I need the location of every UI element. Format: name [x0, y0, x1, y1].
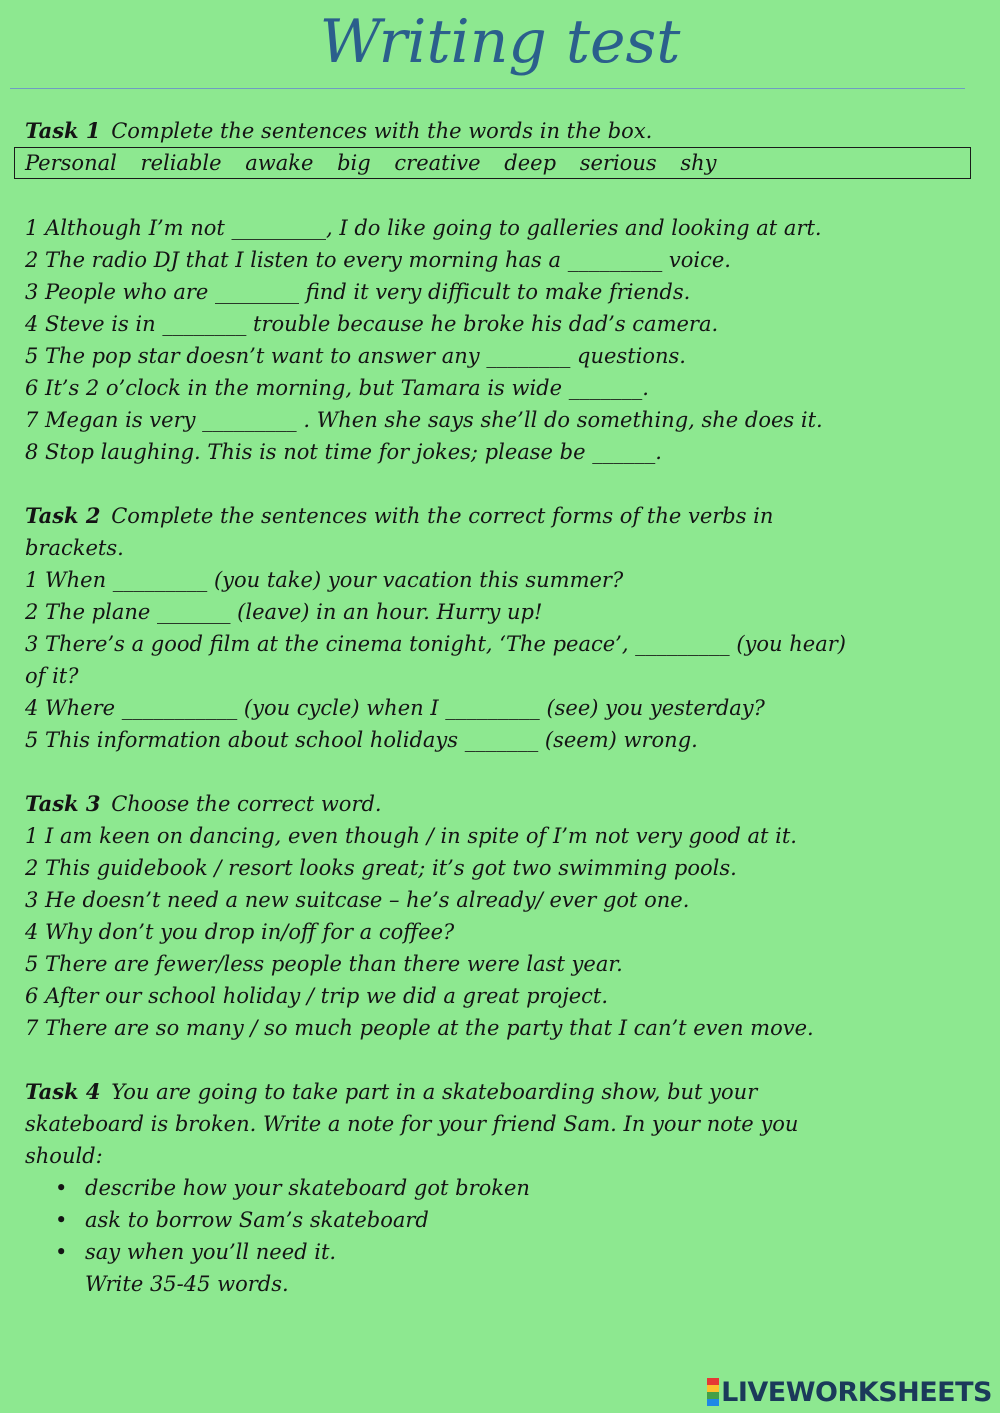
task3-sentence: 7 There are so many / so much people at the party that I can’t even move.	[25, 1016, 814, 1040]
task2-section	[25, 500, 975, 756]
task1-sentence: 5 The pop star doesn’t want to answer any ________ questions.	[25, 344, 686, 368]
word-box-item: creative	[394, 151, 481, 175]
task2-instruction-cont: brackets.	[25, 536, 124, 560]
task3-section	[25, 788, 975, 1044]
task4-instruction: You are going to take part in a skateboarding show, but your	[111, 1080, 758, 1104]
task3-sentence: 5 There are fewer/less people than there were last year.	[25, 952, 623, 976]
task2-sentence: 1 When _________ (you take) your vacation this summer?	[25, 568, 624, 592]
task1-sentence: 3 People who are ________ find it very difficult to make friends.	[25, 280, 691, 304]
word-box-item: deep	[504, 151, 557, 175]
task4-bullet: • describe how your skateboard got broken	[25, 1172, 975, 1204]
word-box-item: serious	[579, 151, 657, 175]
task4-instruction-cont: should:	[25, 1144, 103, 1168]
task4-label: Task 4	[25, 1079, 101, 1104]
word-box-item: reliable	[140, 151, 222, 175]
task1-instruction: Complete the sentences with the words in the box.	[111, 119, 653, 143]
word-box-item: big	[337, 151, 371, 175]
task1-sentence: 8 Stop laughing. This is not time for jokes; please be ______.	[25, 440, 662, 464]
liveworksheets-logo	[707, 1376, 992, 1408]
task2-sentence: 5 This information about school holidays _______ (seem) wrong.	[25, 728, 698, 752]
task3-sentence: 1 I am keen on dancing, even though / in spite of I’m not very good at it.	[25, 824, 797, 848]
task1-sentence: 2 The radio DJ that I listen to every morning has a _________ voice.	[25, 248, 731, 272]
task2-sentence: 2 The plane _______ (leave) in an hour. Hurry up!	[25, 600, 543, 624]
task1-sentence: 1 Although I’m not _________, I do like going to galleries and looking at art.	[25, 216, 822, 240]
task2-label: Task 2	[25, 503, 101, 528]
title-divider	[10, 88, 965, 89]
worksheet-title: Writing test	[319, 7, 681, 77]
word-box-item: awake	[245, 151, 314, 175]
task4-bullet: • say when you’ll need it.	[25, 1236, 975, 1268]
task4-word-limit: Write 35-45 words.	[85, 1272, 289, 1296]
logo-badge-icon	[707, 1378, 719, 1406]
task1-sentence: 4 Steve is in ________ trouble because he broke his dad’s camera.	[25, 312, 719, 336]
word-box-item: Personal	[25, 151, 117, 175]
task3-instruction: Choose the correct word.	[111, 792, 382, 816]
task3-sentence: 6 After our school holiday / trip we did a great project.	[25, 984, 609, 1008]
task1-sentences	[25, 212, 975, 468]
task3-label: Task 3	[25, 791, 101, 816]
task1-sentence: 6 It’s 2 o’clock in the morning, but Tamara is wide _______.	[25, 376, 649, 400]
task1-heading	[25, 115, 975, 147]
task2-sentence: 3 There’s a good film at the cinema tonight, ‘The peace’, _________ (you hear)	[25, 632, 846, 656]
word-box-item: shy	[680, 151, 717, 175]
task4-section	[25, 1076, 975, 1300]
task4-instruction-cont: skateboard is broken. Write a note for your friend Sam. In your note you	[25, 1112, 799, 1136]
task4-bullet: • ask to borrow Sam’s skateboard	[25, 1204, 975, 1236]
task3-sentence: 3 He doesn’t need a new suitcase – he’s already/ ever got one.	[25, 888, 690, 912]
word-box	[14, 147, 971, 179]
task1-sentence: 7 Megan is very _________ . When she says she’ll do something, she does it.	[25, 408, 823, 432]
task4-bullet-list	[25, 1172, 975, 1268]
task2-sentence: of it?	[25, 664, 79, 688]
task2-instruction: Complete the sentences with the correct forms of the verbs in	[111, 504, 774, 528]
task3-sentence: 2 This guidebook / resort looks great; it’s got two swimming pools.	[25, 856, 737, 880]
task1-label: Task 1	[25, 118, 101, 143]
task3-sentence: 4 Why don’t you drop in/off for a coffee?	[25, 920, 455, 944]
task2-sentence: 4 Where ___________ (you cycle) when I _________ (see) you yesterday?	[25, 696, 765, 720]
logo-text: LIVEWORKSHEETS	[721, 1376, 992, 1408]
